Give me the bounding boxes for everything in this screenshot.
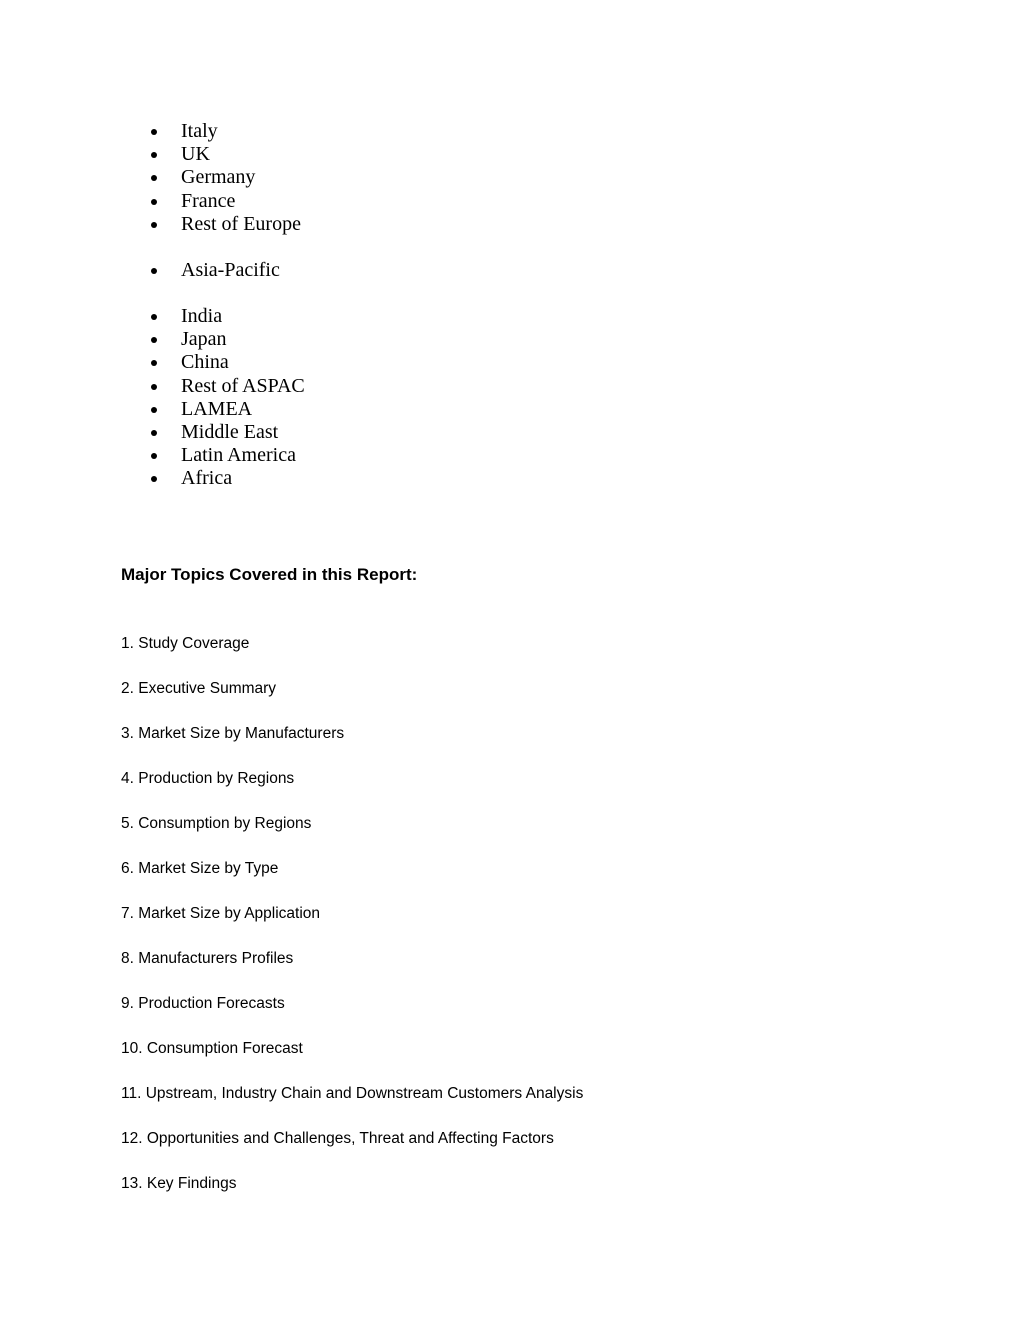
topic-item: 11. Upstream, Industry Chain and Downstream Customers Analysis	[121, 1085, 584, 1102]
topic-item: 2. Executive Summary	[121, 680, 277, 697]
country-label: Germany	[181, 166, 256, 189]
topic-item: 6. Market Size by Type	[121, 860, 279, 877]
bullet-icon	[151, 384, 157, 390]
list-item	[0, 143, 301, 166]
bullet-icon	[151, 129, 157, 135]
list-item	[0, 328, 305, 351]
asia-lamea-country-list	[0, 305, 305, 491]
topic-item: 4. Production by Regions	[121, 770, 295, 787]
topic-item: 3. Market Size by Manufacturers	[121, 725, 345, 742]
bullet-icon	[151, 430, 157, 436]
list-item	[0, 120, 301, 143]
country-label: France	[181, 189, 236, 212]
topic-item: 13. Key Findings	[121, 1175, 237, 1192]
bullet-icon	[151, 268, 157, 274]
europe-country-list	[0, 120, 301, 236]
country-label: Latin America	[181, 444, 296, 467]
list-item	[0, 351, 305, 374]
topic-item: 1. Study Coverage	[121, 635, 250, 652]
country-label: Japan	[181, 328, 227, 351]
list-item	[0, 398, 305, 421]
topic-item: 7. Market Size by Application	[121, 905, 321, 922]
list-item	[0, 375, 305, 398]
country-label: Rest of Europe	[181, 212, 301, 235]
bullet-icon	[151, 407, 157, 413]
topic-item: 5. Consumption by Regions	[121, 815, 312, 832]
bullet-icon	[151, 314, 157, 320]
bullet-icon	[151, 360, 157, 366]
topic-item: 8. Manufacturers Profiles	[121, 950, 294, 967]
country-label: LAMEA	[181, 397, 253, 420]
list-item	[0, 305, 305, 328]
topic-item: 12. Opportunities and Challenges, Threat and Affecting Factors	[121, 1130, 554, 1147]
list-item	[0, 421, 305, 444]
list-item	[0, 467, 305, 490]
bullet-icon	[151, 476, 157, 482]
country-label: Africa	[181, 467, 233, 490]
list-item	[0, 190, 301, 213]
topics-list	[121, 633, 583, 1218]
country-label: UK	[181, 143, 210, 166]
list-item	[0, 166, 301, 189]
country-label: Middle East	[181, 420, 279, 443]
bullet-icon	[151, 175, 157, 181]
region-label: Asia-Pacific	[181, 259, 280, 281]
bullet-icon	[151, 453, 157, 459]
bullet-icon	[151, 199, 157, 205]
topic-item: 10. Consumption Forecast	[121, 1040, 303, 1057]
section-heading: Major Topics Covered in this Report:	[121, 565, 418, 584]
country-label: Italy	[181, 120, 218, 142]
country-label: Rest of ASPAC	[181, 374, 305, 397]
list-item	[0, 444, 305, 467]
country-label: India	[181, 305, 223, 327]
bullet-icon	[151, 337, 157, 343]
topic-item: 9. Production Forecasts	[121, 995, 285, 1012]
list-item	[0, 213, 301, 236]
asia-pacific-heading-list	[0, 259, 280, 282]
list-item	[0, 259, 280, 282]
country-label: China	[181, 351, 229, 374]
bullet-icon	[151, 222, 157, 228]
bullet-icon	[151, 152, 157, 158]
